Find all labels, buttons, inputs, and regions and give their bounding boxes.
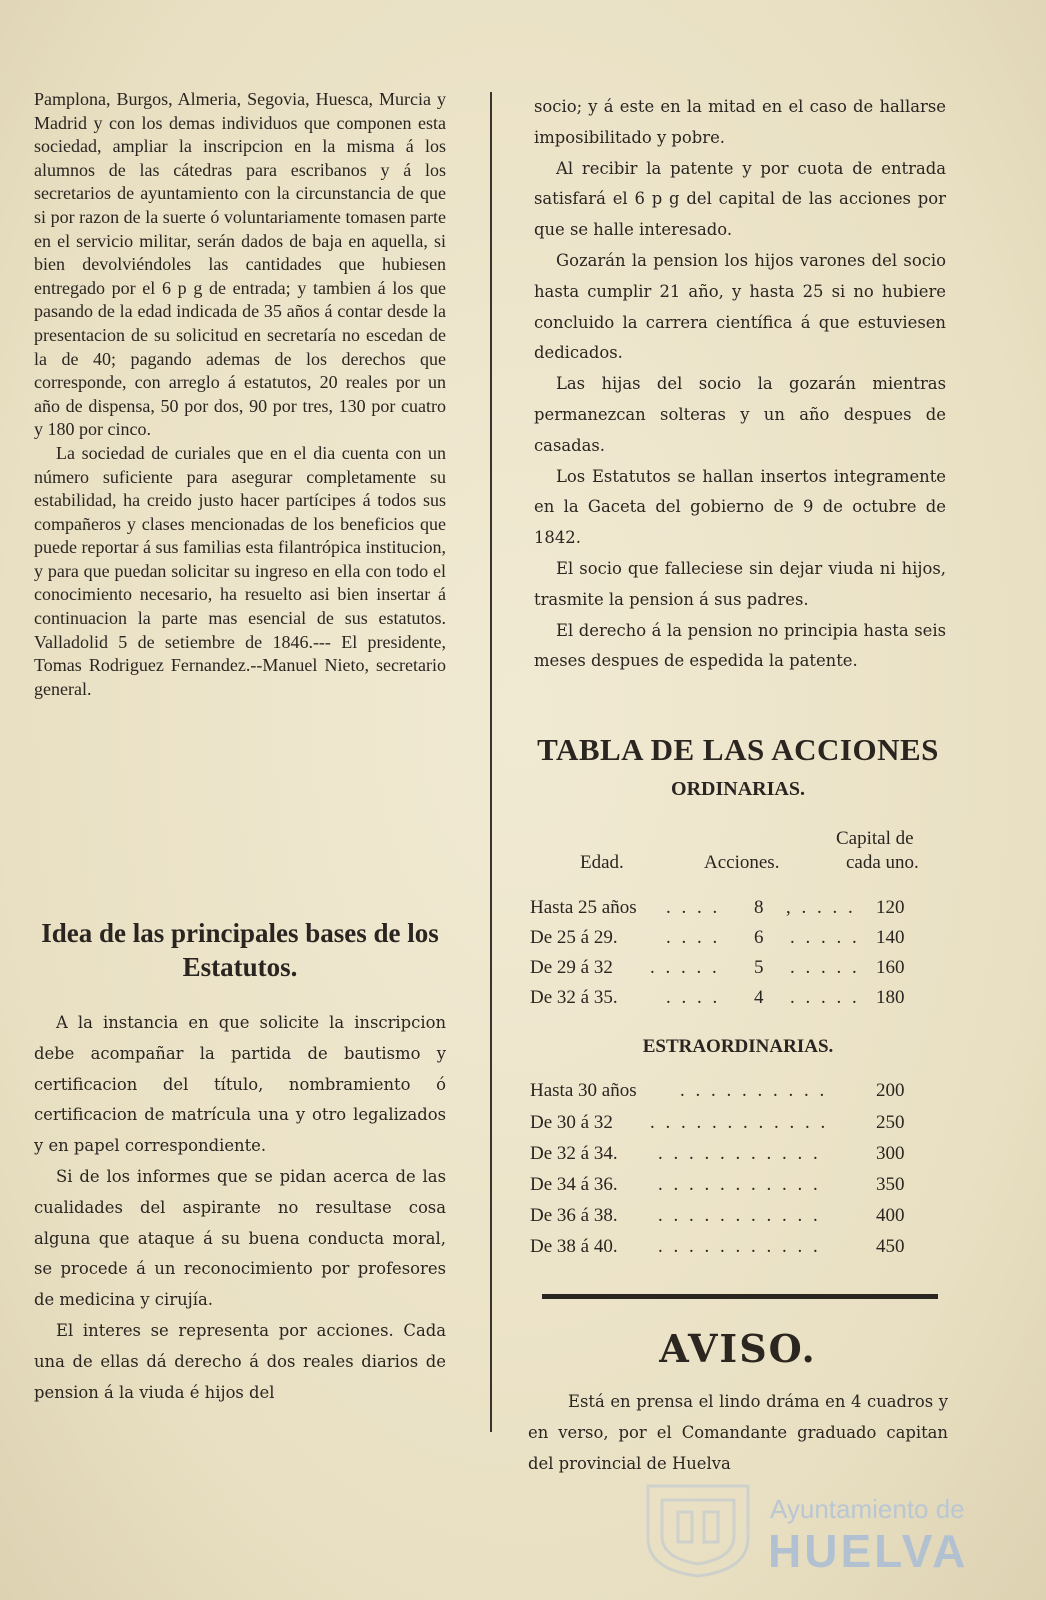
watermark-line2: HUELVA xyxy=(768,1525,969,1577)
row-acciones: 5 xyxy=(754,957,764,978)
table-subtitle-ordinarias: ORDINARIAS. xyxy=(671,778,805,800)
table-row: De 29 á 32 . . . . . 5 . . . . . 160 xyxy=(530,957,905,978)
table-row: De 36 á 38. . . . . . . . . . . . 400 xyxy=(530,1205,905,1226)
header-edad: Edad. xyxy=(580,852,624,873)
right-paragraph-4: Las hijas del socio la gozarán mientras permanezcan solteras y un año despues de casadas. xyxy=(534,374,946,455)
table-subtitle-estraordinarias: ESTRAORDINARIAS. xyxy=(642,1036,834,1057)
row-capital: 450 xyxy=(876,1236,905,1257)
row-capital: 180 xyxy=(876,987,905,1008)
right-paragraph-7: El derecho á la pension no principia hasta seis meses despues de espedida la patente. xyxy=(534,620,946,671)
row-capital: 400 xyxy=(876,1205,905,1226)
table-row: De 32 á 34. . . . . . . . . . . . 300 xyxy=(530,1143,905,1164)
row-edad: De 38 á 40. xyxy=(530,1236,618,1257)
row-capital: 350 xyxy=(876,1174,905,1195)
aviso-body xyxy=(528,1386,948,1479)
table-row: De 32 á 35. . . . . 4 . . . . . 180 xyxy=(530,987,905,1008)
row-edad: De 32 á 34. xyxy=(530,1143,618,1164)
right-column xyxy=(534,92,946,677)
left-column-statutes xyxy=(34,1008,446,1408)
horizontal-rule xyxy=(542,1294,938,1299)
row-edad: De 36 á 38. xyxy=(530,1205,618,1226)
row-capital: 200 xyxy=(876,1080,905,1101)
row-capital: 300 xyxy=(876,1143,905,1164)
right-paragraph-3: Gozarán la pension los hijos varones del socio hasta cumplir 21 año, y hasta 25 si no hubiere concluido la carrera científica á que estuviesen dedicados. xyxy=(534,250,946,363)
right-paragraph-1: socio; y á este en la mitad en el caso de hallarse imposibilitado y pobre. xyxy=(534,97,946,147)
left-column xyxy=(34,88,446,701)
row-edad: De 32 á 35. xyxy=(530,987,618,1008)
right-paragraph-6: El socio que falleciese sin dejar viuda ni hijos, trasmite la pension á sus padres. xyxy=(534,558,946,609)
table-row: Hasta 25 años . . . . 8 , . . . . 120 xyxy=(530,897,905,918)
table-row: Hasta 30 años . . . . . . . . . . 200 xyxy=(530,1080,905,1101)
row-capital: 160 xyxy=(876,957,905,978)
header-capital-line2: cada uno. xyxy=(846,852,919,873)
aviso-title: AVISO. xyxy=(659,1326,817,1371)
table-row: De 34 á 36. . . . . . . . . . . . 350 xyxy=(530,1174,905,1195)
right-paragraph-2: Al recibir la patente y por cuota de entrada satisfará el 6 p g del capital de las acciones por que se halle interesado. xyxy=(534,158,946,240)
row-edad: De 30 á 32 xyxy=(530,1112,613,1133)
watermark-line1: Ayuntamiento de xyxy=(770,1494,965,1524)
left-paragraph-2: La sociedad de curiales que en el dia cuenta con un número suficiente para asegurar completamente su estabilidad, ha creido justo hacer partícipes á todos sus compañeros y clases mencionadas de los beneficios que puede reportar á sus familias esta filantrópica institucion, y para que puedan solicitar su ingreso en ella con todo el conocimiento necesario, ha resuelto asi bien insertar á continuacion la parte mas esencial de sus estatutos. Valladolid 5 de setiembre de 1846.--- El presidente, Tomas Rodriguez Fernandez.--Manuel Nieto, secretario general. xyxy=(34,442,446,699)
row-edad: De 29 á 32 xyxy=(530,957,613,978)
row-capital: 250 xyxy=(876,1112,905,1133)
row-acciones: 6 xyxy=(754,927,764,948)
left-paragraph-1: Pamplona, Burgos, Almeria, Segovia, Huesca, Murcia y Madrid y con los demas individuos que componen esta sociedad, ampliar la inscripcion en la misma á los alumnos de las cátedras para escribanos y á los secretarios de ayuntamiento con la circunstancia de que si por razon de la suerte ó voluntariamente tomasen parte en el servicio militar, serán dados de baja en aquella, si bien devolviéndoles las cantidades que hubiesen entregado por el 6 p g de entrada; y tambien á los que pasando de la edad indicada de 35 años á contar desde la presentacion de su solicitud en secretaría no escedan de la de 40; pagando ademas de los derechos que corresponde, con arreglo á estatutos, 20 reales por un año de dispensa, 50 por dos, 90 por tres, 130 por cuatro y 180 por cinco. xyxy=(34,89,446,440)
column-divider xyxy=(490,92,492,1432)
table-row: De 38 á 40. . . . . . . . . . . . 450 xyxy=(530,1236,905,1257)
row-acciones: 4 xyxy=(754,987,764,1008)
row-edad: De 25 á 29. xyxy=(530,927,618,948)
left-paragraph-4: Si de los informes que se pidan acerca de las cualidades del aspirante no resultase cosa alguna que ataque á su buena conducta moral, se procede á un reconocimiento por profesores de medicina y cirujía. xyxy=(34,1166,446,1310)
row-capital: 140 xyxy=(876,927,905,948)
section-heading: Idea de las principales bases de los Estatutos. xyxy=(41,918,439,982)
row-acciones: 8 xyxy=(754,897,764,918)
row-edad: De 34 á 36. xyxy=(530,1174,618,1195)
header-acciones: Acciones. xyxy=(704,852,780,873)
row-edad: Hasta 25 años xyxy=(530,897,637,918)
row-capital: 120 xyxy=(876,897,905,918)
right-paragraph-5: Los Estatutos se hallan insertos integramente en la Gaceta del gobierno de 9 de octubre de 1842. xyxy=(534,466,946,548)
table-row: De 25 á 29. . . . . 6 . . . . . 140 xyxy=(530,927,905,948)
table-row: De 30 á 32 . . . . . . . . . . . . 250 xyxy=(530,1112,905,1133)
left-paragraph-5: El interes se representa por acciones. Cada una de ellas dá derecho á dos reales diarios de pension á la viuda é hijos del xyxy=(34,1320,446,1402)
aviso-paragraph: Está en prensa el lindo dráma en 4 cuadros y en verso, por el Comandante graduado capitan del provincial de Huelva xyxy=(528,1392,948,1473)
left-paragraph-3: A la instancia en que solicite la inscripcion debe acompañar la partida de bautismo y certificacion del título, nombramiento ó certificacion de matrícula una y otro legalizados y en papel correspondiente. xyxy=(34,1013,446,1156)
row-edad: Hasta 30 años xyxy=(530,1080,637,1101)
table-title: TABLA DE LAS ACCIONES xyxy=(537,732,939,767)
header-capital-line1: Capital de xyxy=(836,828,914,849)
